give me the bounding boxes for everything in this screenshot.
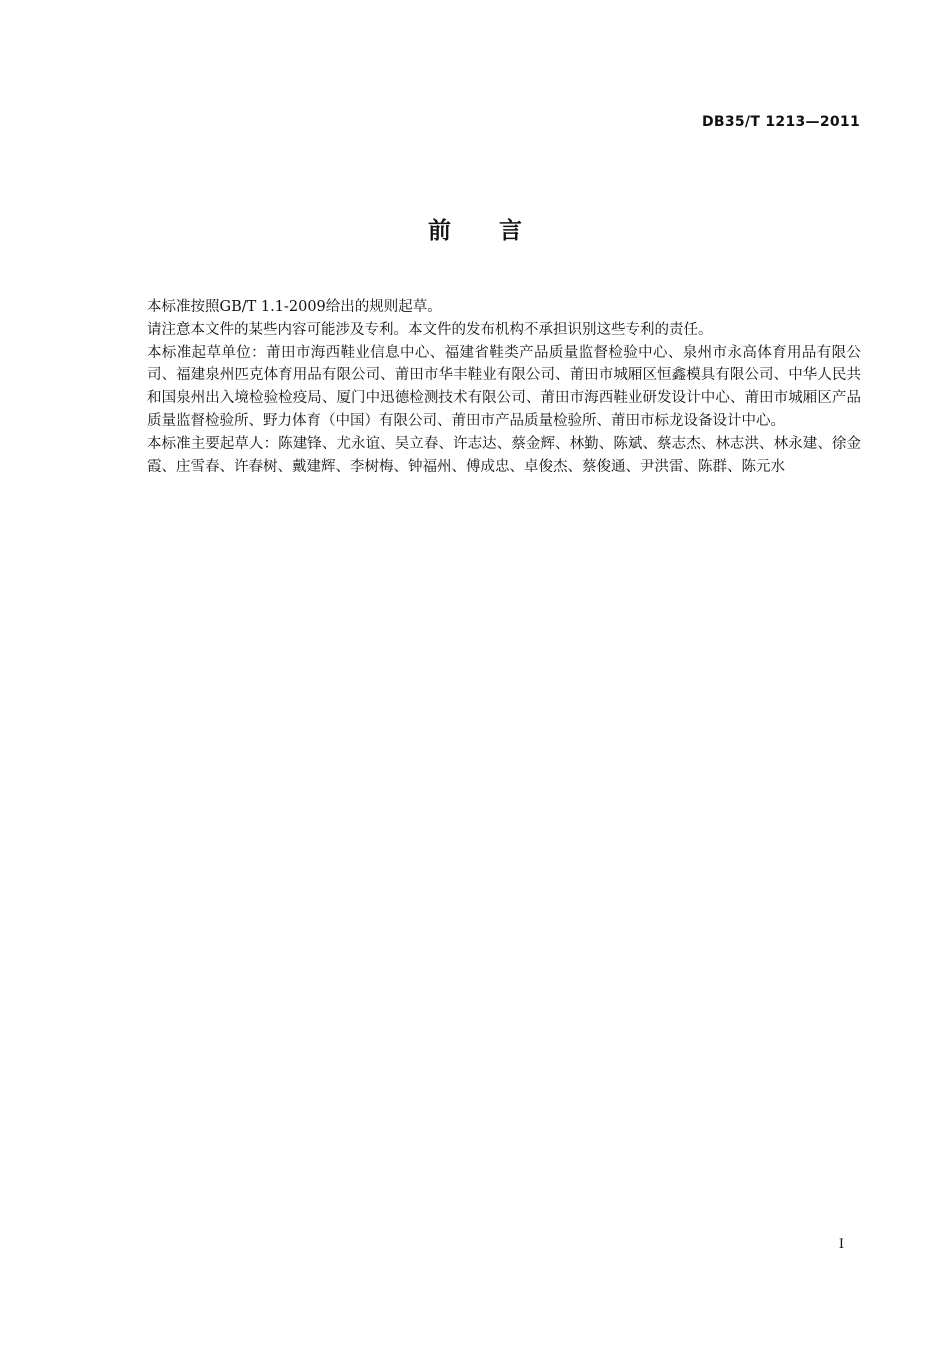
paragraph-drafting-units: 本标准起草单位：莆田市海西鞋业信息中心、福建省鞋类产品质量监督检验中心、泉州市永高体育用品有限公司、福建泉州匹克体育用品有限公司、莆田市华丰鞋业有限公司、莆田市城厢区恒鑫模具有限公司、中华人民共和国泉州出入境检验检疫局、厦门中迅德检测技术有限公司、莆田市海西鞋业研发设计中心、莆田市城厢区产品质量监督检验所、野力体育（中国）有限公司、莆田市产品质量检验所、莆田市标龙设备设计中心。 bbox=[147, 344, 861, 429]
document-code: DB35/T 1213—2011 bbox=[701, 114, 860, 130]
paragraph-drafting-rules: 本标准按照GB/T 1.1-2009给出的规则起草。 bbox=[147, 299, 442, 315]
page-number: I bbox=[838, 1237, 844, 1252]
paragraph-drafters: 本标准主要起草人：陈建锋、尤永谊、吴立春、许志达、蔡金辉、林勤、陈斌、蔡志杰、林志洪、林永建、徐金霞、庄雪春、许春树、戴建辉、李树梅、钟福州、傅成忠、卓俊杰、蔡俊通、尹洪雷、陈群、陈元水 bbox=[147, 435, 861, 475]
foreword-body bbox=[147, 296, 861, 478]
page-title-char-1: 前 bbox=[428, 218, 451, 244]
page-title bbox=[0, 212, 950, 245]
paragraph-patent-notice: 请注意本文件的某些内容可能涉及专利。本文件的发布机构不承担识别这些专利的责任。 bbox=[147, 321, 713, 338]
page-title-char-2: 言 bbox=[499, 218, 522, 244]
